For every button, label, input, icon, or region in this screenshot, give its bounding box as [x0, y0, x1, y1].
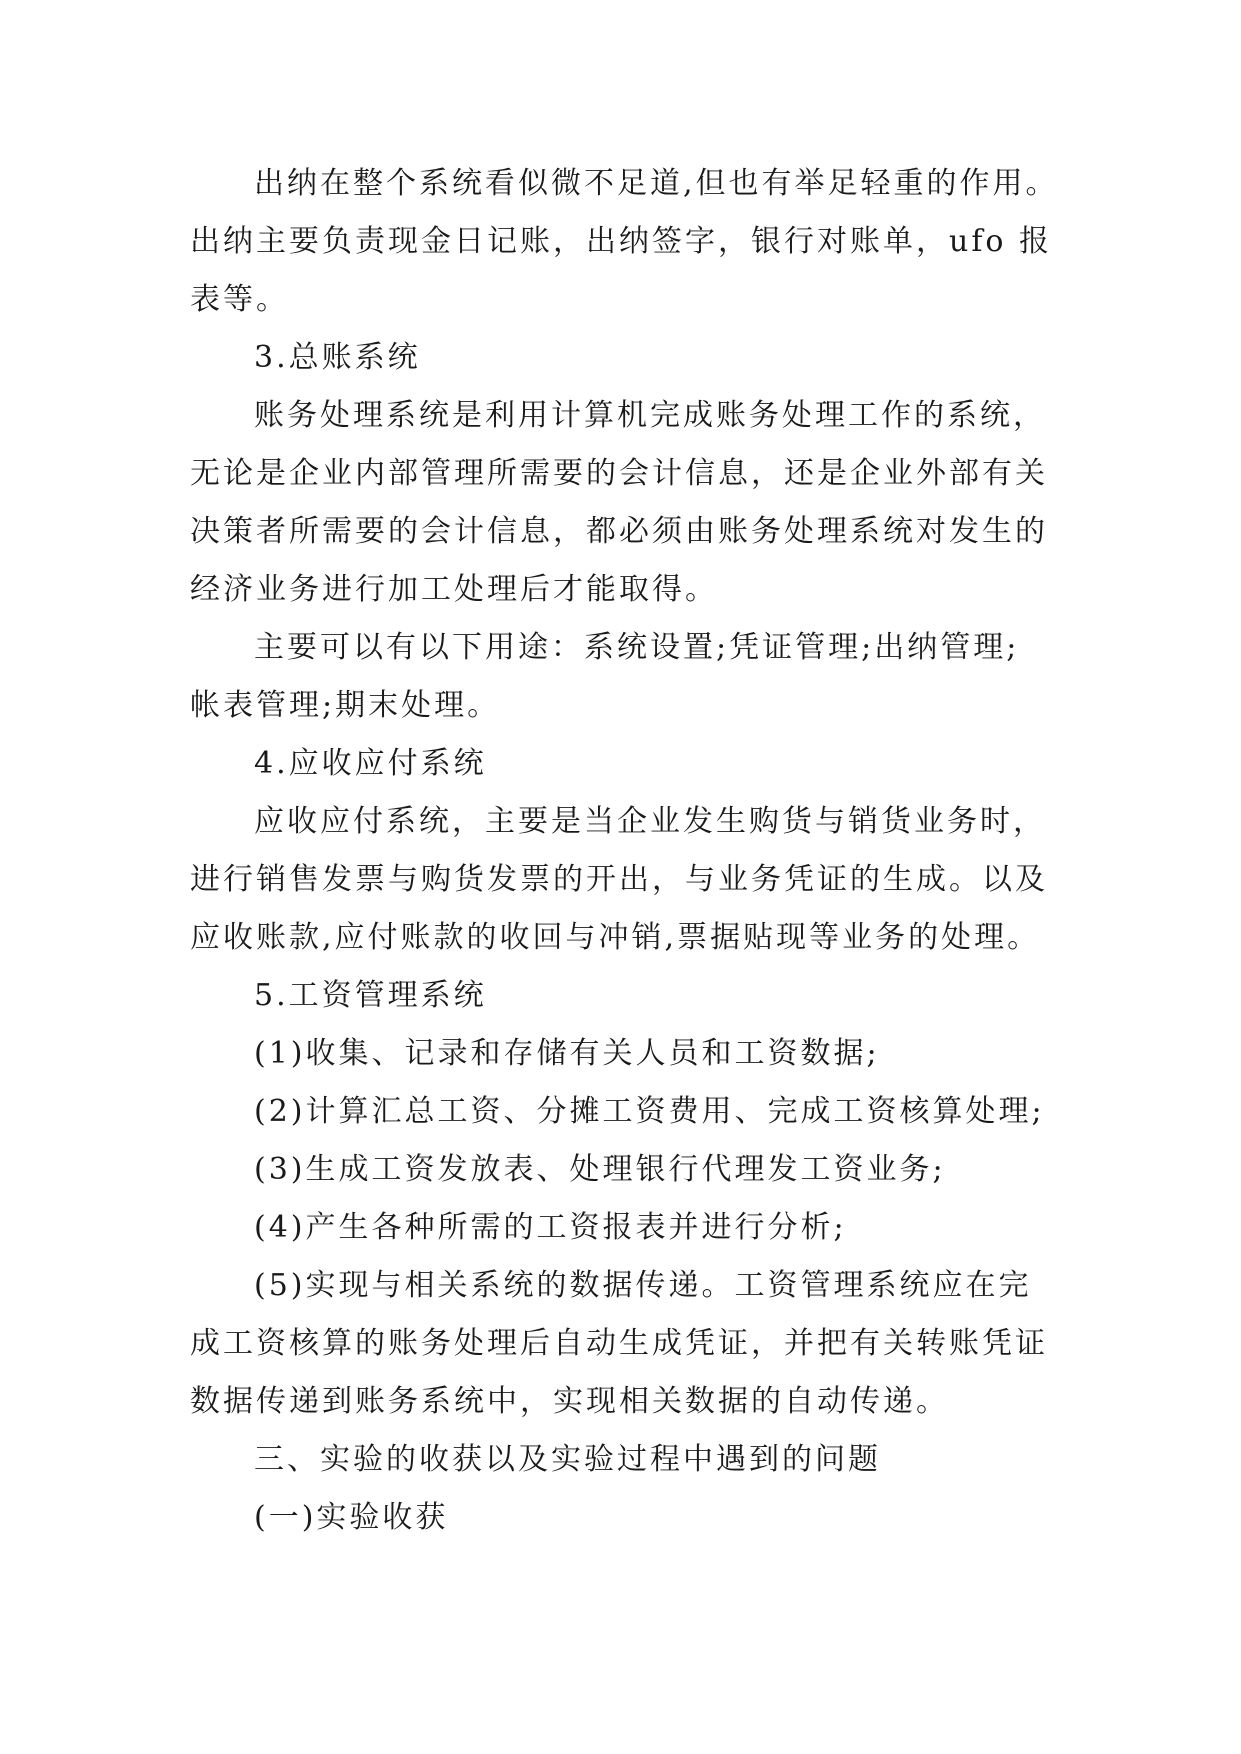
paragraph-line: 出纳主要负责现金日记账，出纳签字，银行对账单，ufo 报	[190, 224, 1053, 259]
subsection-heading: (一)实验收获	[254, 1500, 449, 1535]
section-heading: 3.总账系统	[254, 340, 421, 375]
paragraph-line: 经济业务进行加工处理后才能取得。	[190, 572, 718, 607]
paragraph-line: 账务处理系统是利用计算机完成账务处理工作的系统，	[254, 398, 1046, 433]
paragraph-line: 出纳在整个系统看似微不足道,但也有举足轻重的作用。	[254, 166, 1059, 201]
paragraph-line: 无论是企业内部管理所需要的会计信息，还是企业外部有关	[190, 456, 1048, 491]
paragraph-line: 决策者所需要的会计信息，都必须由账务处理系统对发生的	[190, 514, 1048, 549]
list-item: (1)收集、记录和存储有关人员和工资数据;	[254, 1036, 880, 1071]
paragraph-line: 进行销售发票与购货发票的开出，与业务凭证的生成。以及	[190, 862, 1048, 897]
section-heading: 4.应收应付系统	[254, 746, 487, 781]
section-heading: 5.工资管理系统	[254, 978, 487, 1013]
paragraph-line: 应收应付系统，主要是当企业发生购货与销货业务时，	[254, 804, 1046, 839]
paragraph-line: 数据传递到账务系统中，实现相关数据的自动传递。	[190, 1384, 949, 1419]
paragraph-line: 应收账款,应付账款的收回与冲销,票据贴现等业务的处理。	[190, 920, 1041, 955]
paragraph-line: 表等。	[190, 282, 289, 317]
list-item: (2)计算汇总工资、分摊工资费用、完成工资核算处理;	[254, 1094, 1045, 1129]
paragraph-line: 成工资核算的账务处理后自动生成凭证，并把有关转账凭证	[190, 1326, 1048, 1361]
list-item: (4)产生各种所需的工资报表并进行分析;	[254, 1210, 847, 1245]
section-heading: 三、实验的收获以及实验过程中遇到的问题	[254, 1442, 881, 1477]
document-body	[190, 155, 1070, 1547]
list-item: (5)实现与相关系统的数据传递。工资管理系统应在完	[254, 1268, 1032, 1303]
paragraph-line: 主要可以有以下用途：系统设置;凭证管理;出纳管理;	[254, 630, 1020, 665]
list-item: (3)生成工资发放表、处理银行代理发工资业务;	[254, 1152, 946, 1187]
paragraph-line: 帐表管理;期末处理。	[190, 688, 501, 723]
